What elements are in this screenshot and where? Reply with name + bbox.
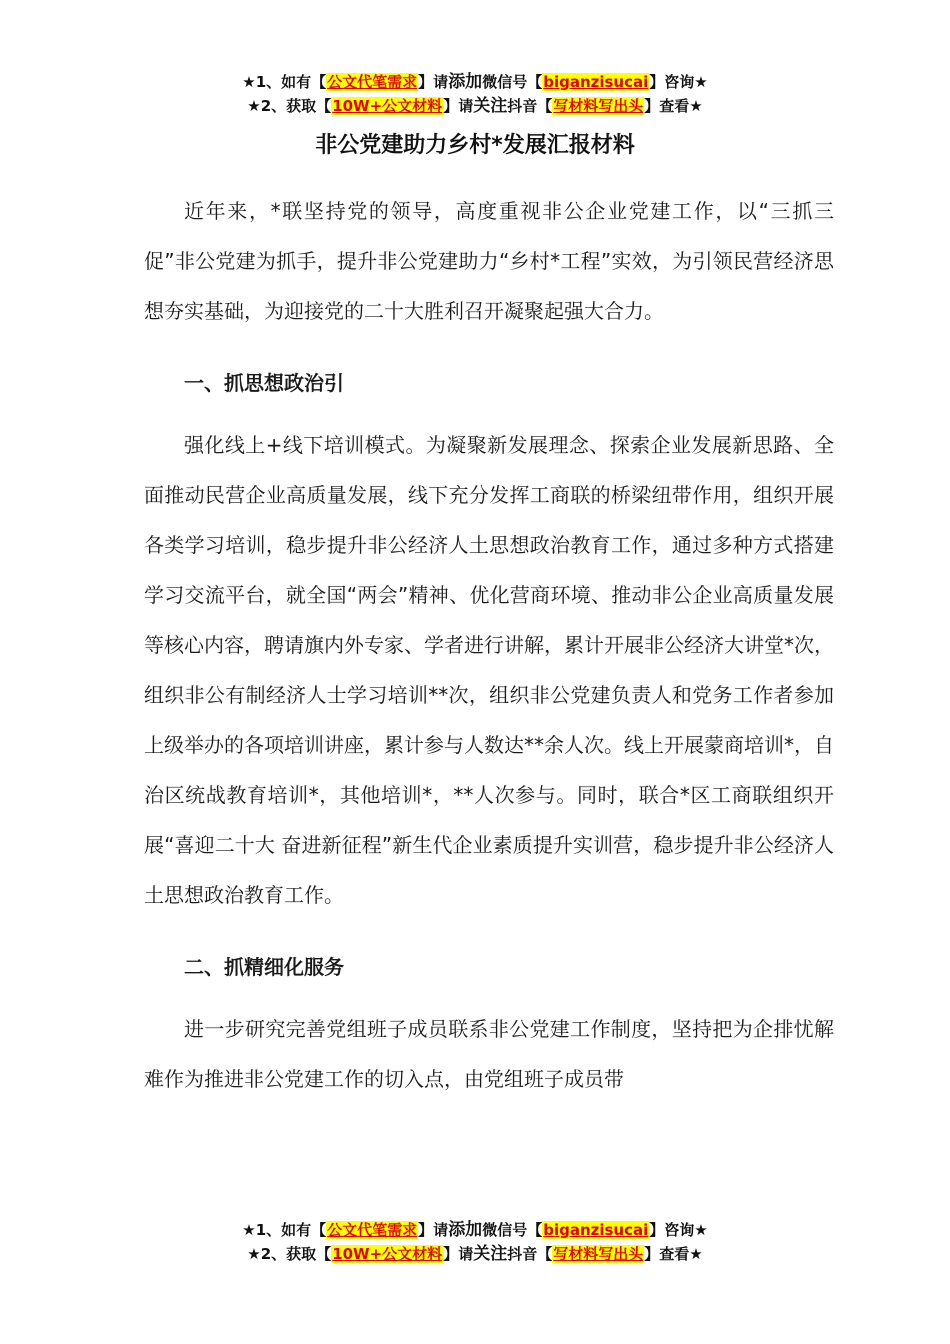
banner-line-2	[0, 94, 950, 118]
banner-emphasis: 添加	[448, 72, 483, 92]
banner-line-1	[0, 1218, 950, 1242]
banner-emphasis: 关注	[473, 1244, 508, 1264]
banner-text: ★2、获取【	[247, 97, 332, 115]
banner-emphasis: 添加	[448, 1220, 483, 1240]
banner-line-2	[0, 1242, 950, 1266]
intro-paragraph: 近年来，*联坚持党的领导，高度重视非公企业党建工作，以“三抓三促”非公党建为抓手，提升非公党建助力“乡村*工程”实效，为引领民营经济思想夯实基础，为迎接党的二十大胜利召开凝聚起强大合力。	[144, 199, 834, 323]
banner-text: 抖音【	[507, 1245, 553, 1263]
banner-highlight-wechat: biganzisucai	[543, 73, 649, 91]
banner-text: 】请	[443, 1245, 474, 1263]
banner-text: 】查看★	[644, 97, 703, 115]
section-1-paragraph: 强化线上+线下培训模式。为凝聚新发展理念、探索企业发展新思路、全面推动民营企业高质量发展，线下充分发挥工商联的桥梁纽带作用，组织开展各类学习培训，稳步提升非公经济人土思想政治教育工作，通过多种方式搭建学习交流平台，就全国“两会”精神、优化营商环境、推动非公企业高质量发展等核心内容，聘请旗内外专家、学者进行讲解，累计开展非公经济大讲堂*次，组织非公有制经济人士学习培训**次，组织非公党建负责人和党务工作者参加上级举办的各项培训讲座，累计参与人数达**余人次。线上开展蒙商培训*，自治区统战教育培训*，其他培训*，**人次参与。同时，联合*区工商联组织开展“喜迎二十大 奋进新征程”新生代企业素质提升实训营，稳步提升非公经济人土思想政治教育工作。	[144, 433, 834, 907]
banner-highlight-materials: 10W+公文材料	[332, 1245, 443, 1263]
banner-text: 】查看★	[644, 1245, 703, 1263]
header-banner	[0, 70, 950, 118]
banner-highlight-wechat: biganzisucai	[543, 1221, 649, 1239]
banner-highlight-douyin: 写材料写出头	[553, 1245, 644, 1263]
banner-text: 】咨询★	[649, 73, 708, 91]
banner-text: ★2、获取【	[247, 1245, 332, 1263]
banner-text: ★1、如有【	[242, 73, 327, 91]
banner-text: 微信号【	[482, 73, 543, 91]
banner-text: 抖音【	[507, 97, 553, 115]
section-2-paragraph: 进一步研究完善党组班子成员联系非公党建工作制度，坚持把为企排忧解难作为推进非公党建工作的切入点，由党组班子成员带	[144, 1017, 834, 1091]
banner-text: 】请	[418, 1221, 449, 1239]
section-heading-1: 一、抓思想政治引	[184, 371, 344, 395]
banner-text: 微信号【	[482, 1221, 543, 1239]
footer-banner	[0, 1218, 950, 1266]
section-heading-2: 二、抓精细化服务	[184, 955, 344, 979]
banner-highlight-service: 公文代笔需求	[327, 1221, 418, 1239]
banner-line-1	[0, 70, 950, 94]
document-body	[144, 186, 834, 1104]
banner-highlight-douyin: 写材料写出头	[553, 97, 644, 115]
banner-text: ★1、如有【	[242, 1221, 327, 1239]
document-title: 非公党建助力乡村*发展汇报材料	[315, 133, 635, 158]
banner-text: 】请	[418, 73, 449, 91]
banner-emphasis: 关注	[473, 96, 508, 116]
banner-highlight-service: 公文代笔需求	[327, 73, 418, 91]
banner-text: 】请	[443, 97, 474, 115]
banner-text: 】咨询★	[649, 1221, 708, 1239]
banner-highlight-materials: 10W+公文材料	[332, 97, 443, 115]
